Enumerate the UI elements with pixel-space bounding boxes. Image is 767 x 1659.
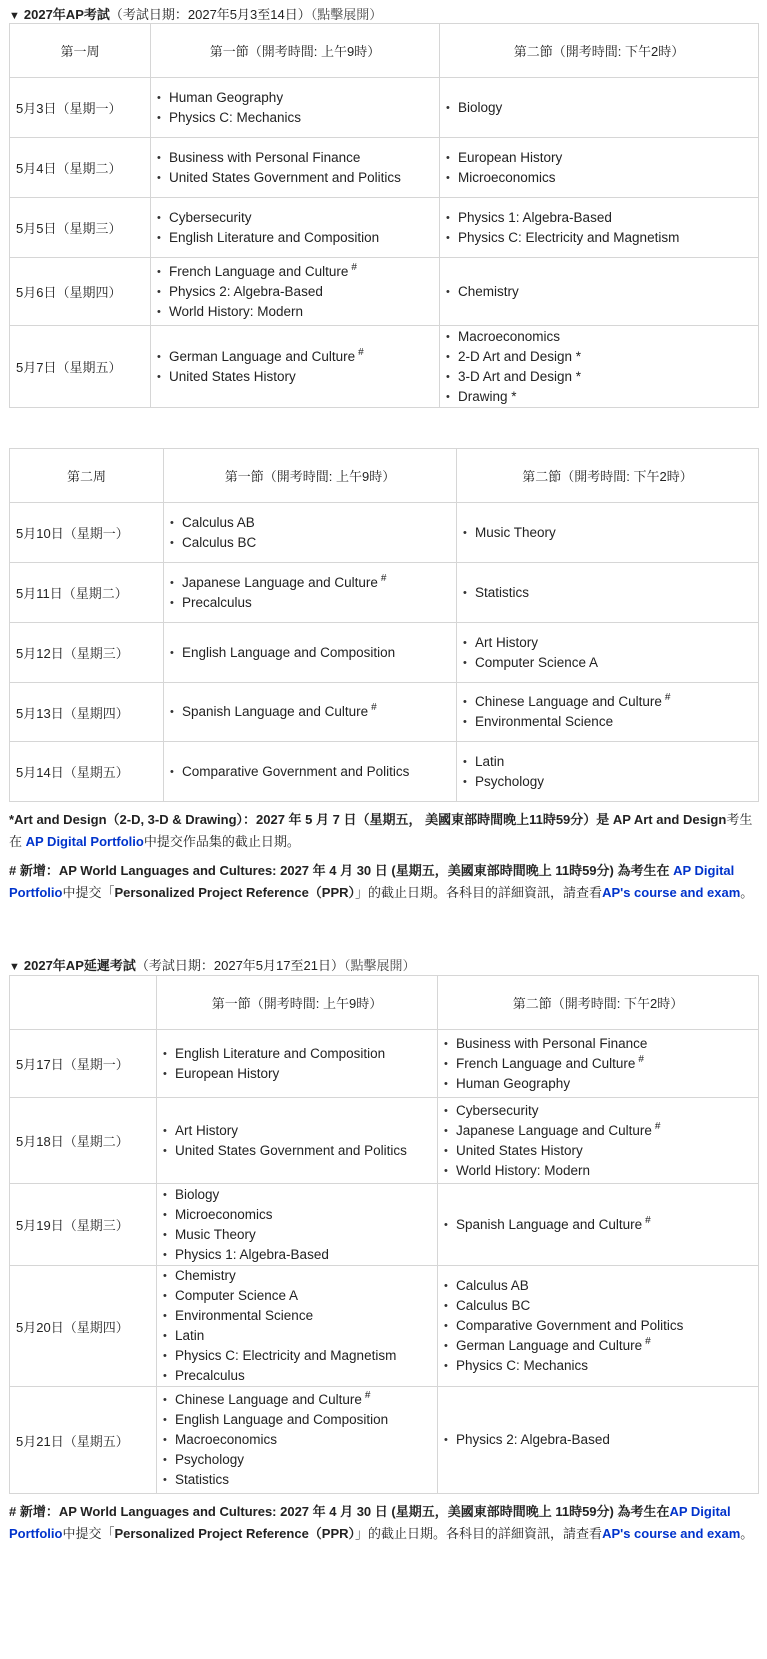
subject-list <box>457 692 758 732</box>
table-header-row <box>10 449 759 503</box>
subject-item <box>446 327 758 347</box>
subject-list <box>151 347 439 387</box>
subject-item <box>163 1390 437 1410</box>
subject-item <box>163 1245 437 1265</box>
subject-name: World History: Modern <box>169 303 304 319</box>
session1-subjects-cell <box>151 78 440 138</box>
table-row <box>10 1098 759 1184</box>
subject-name: Chemistry <box>458 283 519 299</box>
note-new-text-2: 」的截止日期。各科目的詳細資訊，請查看 <box>355 1526 603 1541</box>
subject-list <box>438 1034 758 1094</box>
subject-item <box>163 1141 437 1161</box>
late-exam-schedule-table <box>9 975 759 1494</box>
session1-subjects-cell <box>157 1387 438 1494</box>
subject-item <box>163 1470 437 1490</box>
session2-subjects-cell <box>440 258 759 326</box>
summary-title: 2027年AP延遲考試 <box>23 958 136 973</box>
session1-subjects-cell <box>164 683 457 742</box>
subject-list <box>151 88 439 128</box>
subject-item <box>157 262 439 282</box>
subject-name: Calculus AB <box>182 514 255 530</box>
subject-name: Biology <box>175 1186 220 1202</box>
subject-item <box>157 148 439 168</box>
subject-item <box>163 1286 437 1306</box>
subject-name: Psychology <box>175 1452 245 1467</box>
subject-name: English Language and Composition <box>175 1412 389 1427</box>
subject-name: Statistics <box>475 584 530 600</box>
table-row <box>10 503 759 563</box>
table-row <box>10 563 759 623</box>
session1-subjects-cell <box>164 623 457 683</box>
week-header <box>10 976 157 1030</box>
table-row <box>10 1266 759 1387</box>
portfolio-mark: # <box>364 1390 371 1401</box>
subject-list <box>157 1266 437 1386</box>
subject-item <box>157 208 439 228</box>
subject-name: Human Geography <box>456 1075 571 1091</box>
art-design-note <box>9 809 758 853</box>
week-header: 第二周 <box>10 449 164 503</box>
ppr-label: Personalized Project Reference（PPR） <box>114 885 356 900</box>
session2-subjects-cell <box>438 1030 759 1098</box>
subject-item <box>157 367 439 387</box>
session2-subjects-cell <box>438 1098 759 1184</box>
subject-name: Human Geography <box>169 89 284 105</box>
subject-name: Comparative Government and Politics <box>456 1318 684 1333</box>
table-header-row <box>10 24 759 78</box>
subject-name: Business with Personal Finance <box>169 149 361 165</box>
subject-item <box>444 1296 758 1316</box>
subject-item <box>163 1306 437 1326</box>
note-new-text-3: 。 <box>740 1526 754 1541</box>
subject-list <box>157 1044 437 1084</box>
note-new-bold: # 新增：AP World Languages and Cultures: 2027 年 4 月 30 日 (星期五，美國東部時間晚上 11時59分) 為考生在 <box>9 863 674 878</box>
portfolio-mark: # <box>351 261 357 273</box>
course-and-exam-link[interactable]: AP's course and exam <box>602 885 741 900</box>
exam-date-cell: 5月21日（星期五） <box>10 1387 157 1494</box>
table-row <box>10 742 759 802</box>
session1-subjects-cell <box>157 1030 438 1098</box>
exam-date-cell: 5月10日（星期一） <box>10 503 164 563</box>
subject-name: 2-D Art and Design * <box>458 348 582 364</box>
note-new-bold: # 新增：AP World Languages and Cultures: 2027 年 4 月 30 日 (星期五，美國東部時間晚上 11時59分) 為考生在 <box>9 1504 670 1519</box>
subject-item <box>163 1064 437 1084</box>
subject-list <box>151 262 439 322</box>
subject-item <box>170 513 456 533</box>
subject-item <box>444 1101 758 1121</box>
table-row <box>10 623 759 683</box>
subject-list <box>440 327 758 407</box>
table-row <box>10 683 759 742</box>
subject-item <box>157 228 439 248</box>
subject-item <box>444 1215 758 1235</box>
subject-item <box>170 573 456 593</box>
subject-item <box>444 1161 758 1181</box>
subject-name: Spanish Language and Culture <box>456 1216 643 1232</box>
subject-name: English Literature and Composition <box>169 229 380 245</box>
subject-list <box>440 282 758 302</box>
note-new-text: 中提交「 <box>62 885 115 900</box>
subject-name: Latin <box>475 753 505 769</box>
table-row <box>10 258 759 326</box>
summary-title: 2027年AP考試 <box>23 7 110 22</box>
subject-item <box>163 1205 437 1225</box>
subject-name: Computer Science A <box>175 1288 299 1303</box>
subject-name: Music Theory <box>475 524 556 540</box>
subject-item <box>157 108 439 128</box>
subject-item <box>163 1225 437 1245</box>
session2-subjects-cell <box>440 198 759 258</box>
subject-name: German Language and Culture <box>169 348 356 364</box>
subject-name: Precalculus <box>182 594 252 610</box>
world-languages-note-late <box>9 1501 758 1545</box>
portfolio-mark: # <box>654 1120 661 1132</box>
table-row <box>10 138 759 198</box>
subject-item <box>463 583 758 603</box>
subject-item <box>157 302 439 322</box>
session2-subjects-cell <box>457 683 759 742</box>
subject-name: Comparative Government and Politics <box>182 763 410 779</box>
subject-list <box>438 1101 758 1181</box>
subject-item <box>463 712 758 732</box>
subject-name: United States Government and Politics <box>169 169 401 185</box>
portfolio-mark: # <box>380 572 387 584</box>
subject-list <box>457 523 758 543</box>
exam-schedule-summary[interactable] <box>9 4 382 23</box>
table-row <box>10 1387 759 1494</box>
session2-subjects-cell <box>440 78 759 138</box>
exam-date-cell: 5月18日（星期二） <box>10 1098 157 1184</box>
subject-name: 3-D Art and Design * <box>458 368 582 384</box>
late-exam-schedule-summary[interactable] <box>9 955 415 974</box>
subject-item <box>463 772 758 792</box>
subject-list <box>440 98 758 118</box>
subject-name: United States History <box>456 1142 583 1158</box>
subject-name: English Literature and Composition <box>175 1045 386 1061</box>
ap-digital-portfolio-link[interactable]: AP Digital Portfolio <box>9 863 735 900</box>
subject-item <box>446 387 758 407</box>
summary-dates: （考試日期：2027年5月3至14日） <box>109 7 311 22</box>
subject-name: Precalculus <box>175 1368 245 1383</box>
ap-digital-portfolio-link[interactable]: AP Digital Portfolio <box>9 1504 731 1541</box>
subject-name: Physics 2: Algebra-Based <box>169 283 323 299</box>
subject-name: Physics C: Mechanics <box>456 1358 589 1373</box>
subject-list <box>164 573 456 613</box>
table-row <box>10 198 759 258</box>
subject-item <box>163 1450 437 1470</box>
session2-subjects-cell <box>438 1266 759 1387</box>
note-art-bold: Art and Design（2-D, 3-D & Drawing）：2027 年 5 月 7 日（星期五， 美國東部時間晚上11時59分）是 AP Art and Design <box>14 812 727 827</box>
subject-list <box>440 208 758 248</box>
subject-name: Physics 2: Algebra-Based <box>456 1432 610 1447</box>
subject-item <box>463 633 758 653</box>
subject-name: Macroeconomics <box>175 1432 278 1447</box>
subject-name: Physics 1: Algebra-Based <box>175 1246 329 1262</box>
subject-name: United States Government and Politics <box>175 1142 407 1158</box>
session1-subjects-cell <box>157 1098 438 1184</box>
session2-subjects-cell <box>438 1387 759 1494</box>
subject-name: European History <box>175 1065 280 1081</box>
exam-date-cell: 5月6日（星期四） <box>10 258 151 326</box>
subject-item <box>444 1430 758 1450</box>
subject-item <box>444 1356 758 1376</box>
subject-name: Art History <box>475 634 539 650</box>
subject-list <box>151 208 439 248</box>
subject-item <box>446 98 758 118</box>
session1-header: 第一節（開考時間: 上午9時） <box>164 449 457 503</box>
session2-subjects-cell <box>457 563 759 623</box>
subject-item <box>163 1266 437 1286</box>
subject-item <box>157 347 439 367</box>
session2-header: 第二節（開考時間: 下午2時） <box>440 24 759 78</box>
subject-list <box>164 762 456 782</box>
subject-item <box>163 1185 437 1205</box>
note-star: * <box>9 812 15 827</box>
subject-item <box>163 1430 437 1450</box>
exam-date-cell: 5月12日（星期三） <box>10 623 164 683</box>
subject-list <box>164 643 456 663</box>
subject-name: Chinese Language and Culture <box>475 694 662 709</box>
subject-name: United States History <box>169 368 296 384</box>
subject-name: Physics C: Electricity and Magnetism <box>175 1348 397 1363</box>
subject-item <box>444 1034 758 1054</box>
exam-date-cell: 5月11日（星期二） <box>10 563 164 623</box>
subject-list <box>151 148 439 188</box>
subject-item <box>444 1141 758 1161</box>
subject-item <box>163 1410 437 1430</box>
portfolio-mark: # <box>638 1053 644 1065</box>
portfolio-mark: # <box>371 702 377 713</box>
portfolio-mark: # <box>645 1336 651 1347</box>
subject-list <box>457 583 758 603</box>
exam-date-cell: 5月3日（星期一） <box>10 78 151 138</box>
table-row <box>10 1030 759 1098</box>
subject-list <box>457 633 758 673</box>
subject-name: Physics C: Mechanics <box>169 109 302 125</box>
ppr-label: Personalized Project Reference（PPR） <box>114 1526 356 1541</box>
session2-subjects-cell <box>440 138 759 198</box>
subject-item <box>463 752 758 772</box>
subject-item <box>170 533 456 553</box>
subject-item <box>463 523 758 543</box>
session2-subjects-cell <box>438 1184 759 1266</box>
course-and-exam-link[interactable]: AP's course and exam <box>602 1526 741 1541</box>
subject-name: Environmental Science <box>475 714 614 729</box>
exam-date-cell: 5月7日（星期五） <box>10 326 151 408</box>
exam-date-cell: 5月17日（星期一） <box>10 1030 157 1098</box>
subject-item <box>463 692 758 712</box>
subject-name: Drawing * <box>458 388 517 404</box>
note-new-text-3: 。 <box>740 885 754 900</box>
subject-name: Business with Personal Finance <box>456 1035 648 1051</box>
subject-item <box>463 653 758 673</box>
subject-list <box>438 1215 758 1235</box>
subject-list <box>457 752 758 792</box>
note-art-text: 考生在 <box>9 812 753 849</box>
subject-list <box>157 1185 437 1265</box>
subject-name: French Language and Culture <box>456 1055 636 1071</box>
subject-item <box>444 1054 758 1074</box>
subject-name: Chinese Language and Culture <box>175 1392 362 1407</box>
subject-name: Cybersecurity <box>456 1102 539 1118</box>
week1-schedule-table <box>9 23 759 408</box>
subject-item <box>444 1121 758 1141</box>
subject-item <box>163 1326 437 1346</box>
subject-item <box>170 702 456 722</box>
session1-subjects-cell <box>164 742 457 802</box>
subject-name: Statistics <box>175 1472 230 1487</box>
world-languages-note <box>9 860 758 904</box>
session2-subjects-cell <box>457 742 759 802</box>
session2-subjects-cell <box>440 326 759 408</box>
subject-name: European History <box>458 149 563 165</box>
table-row <box>10 326 759 408</box>
session2-header: 第二節（開考時間: 下午2時） <box>457 449 759 503</box>
table-row <box>10 1184 759 1266</box>
subject-name: Environmental Science <box>175 1308 314 1323</box>
subject-item <box>446 282 758 302</box>
subject-list <box>438 1276 758 1376</box>
portfolio-mark: # <box>645 1214 651 1226</box>
subject-item <box>163 1044 437 1064</box>
note-new-text-2: 」的截止日期。各科目的詳細資訊，請查看 <box>355 885 603 900</box>
portfolio-mark: # <box>358 346 364 358</box>
subject-item <box>446 228 758 248</box>
subject-item <box>444 1074 758 1094</box>
subject-name: English Language and Composition <box>182 644 396 660</box>
subject-name: Calculus BC <box>182 534 257 550</box>
session1-subjects-cell <box>151 138 440 198</box>
subject-name: Microeconomics <box>458 169 556 185</box>
session1-header: 第一節（開考時間: 上午9時） <box>157 976 438 1030</box>
session2-header: 第二節（開考時間: 下午2時） <box>438 976 759 1030</box>
exam-date-cell: 5月19日（星期三） <box>10 1184 157 1266</box>
subject-name: Cybersecurity <box>169 209 252 225</box>
subject-name: French Language and Culture <box>169 263 349 279</box>
subject-name: Macroeconomics <box>458 328 561 344</box>
subject-item <box>444 1316 758 1336</box>
subject-name: Physics C: Electricity and Magnetism <box>458 229 680 245</box>
subject-item <box>157 168 439 188</box>
subject-name: Japanese Language and Culture <box>182 574 378 590</box>
subject-list <box>157 1390 437 1490</box>
exam-date-cell: 5月5日（星期三） <box>10 198 151 258</box>
subject-name: Chemistry <box>175 1268 236 1283</box>
table-header-row <box>10 976 759 1030</box>
subject-item <box>446 367 758 387</box>
expand-triangle-icon: ▼ <box>9 961 20 973</box>
subject-list <box>438 1430 758 1450</box>
subject-item <box>163 1121 437 1141</box>
subject-name: German Language and Culture <box>456 1338 643 1353</box>
subject-item <box>446 148 758 168</box>
subject-item <box>163 1346 437 1366</box>
subject-name: Art History <box>175 1122 239 1138</box>
table-row <box>10 78 759 138</box>
subject-name: Japanese Language and Culture <box>456 1122 652 1138</box>
session1-subjects-cell <box>164 503 457 563</box>
session2-subjects-cell <box>457 623 759 683</box>
subject-item <box>170 762 456 782</box>
summary-hint: （點擊展開） <box>310 7 383 22</box>
portfolio-mark: # <box>664 692 671 703</box>
note-new-text: 中提交「 <box>62 1526 115 1541</box>
session1-subjects-cell <box>157 1266 438 1387</box>
subject-item <box>444 1336 758 1356</box>
week-header: 第一周 <box>10 24 151 78</box>
expand-triangle-icon: ▼ <box>9 10 20 22</box>
session1-subjects-cell <box>151 326 440 408</box>
subject-list <box>164 513 456 553</box>
subject-name: World History: Modern <box>456 1162 591 1178</box>
subject-item <box>446 347 758 367</box>
subject-name: Psychology <box>475 773 545 789</box>
subject-item <box>157 88 439 108</box>
exam-date-cell: 5月20日（星期四） <box>10 1266 157 1387</box>
subject-list <box>157 1121 437 1161</box>
subject-item <box>446 168 758 188</box>
subject-name: Latin <box>175 1328 205 1343</box>
session1-subjects-cell <box>157 1184 438 1266</box>
subject-item <box>446 208 758 228</box>
session2-subjects-cell <box>457 503 759 563</box>
exam-date-cell: 5月14日（星期五） <box>10 742 164 802</box>
subject-name: Microeconomics <box>175 1206 273 1222</box>
session1-subjects-cell <box>164 563 457 623</box>
subject-item <box>157 282 439 302</box>
subject-item <box>170 643 456 663</box>
subject-name: Physics 1: Algebra-Based <box>458 209 612 225</box>
note-art-text-2: 中提交作品集的截止日期。 <box>143 834 300 849</box>
week2-schedule-table <box>9 448 759 802</box>
subject-name: Biology <box>458 99 503 115</box>
session1-subjects-cell <box>151 258 440 326</box>
subject-name: Spanish Language and Culture <box>182 704 369 719</box>
subject-item <box>163 1366 437 1386</box>
subject-list <box>440 148 758 188</box>
session1-subjects-cell <box>151 198 440 258</box>
subject-item <box>170 593 456 613</box>
subject-name: Music Theory <box>175 1226 256 1242</box>
summary-dates: （考試日期：2027年5月17至21日） <box>135 958 344 973</box>
session1-header: 第一節（開考時間: 上午9時） <box>151 24 440 78</box>
summary-hint: （點擊展開） <box>343 958 416 973</box>
exam-date-cell: 5月4日（星期二） <box>10 138 151 198</box>
ap-digital-portfolio-link[interactable]: AP Digital Portfolio <box>25 834 144 849</box>
exam-date-cell: 5月13日（星期四） <box>10 683 164 742</box>
subject-list <box>164 702 456 722</box>
subject-name: Calculus BC <box>456 1298 531 1313</box>
subject-name: Computer Science A <box>475 654 599 670</box>
subject-name: Calculus AB <box>456 1278 529 1293</box>
subject-item <box>444 1276 758 1296</box>
